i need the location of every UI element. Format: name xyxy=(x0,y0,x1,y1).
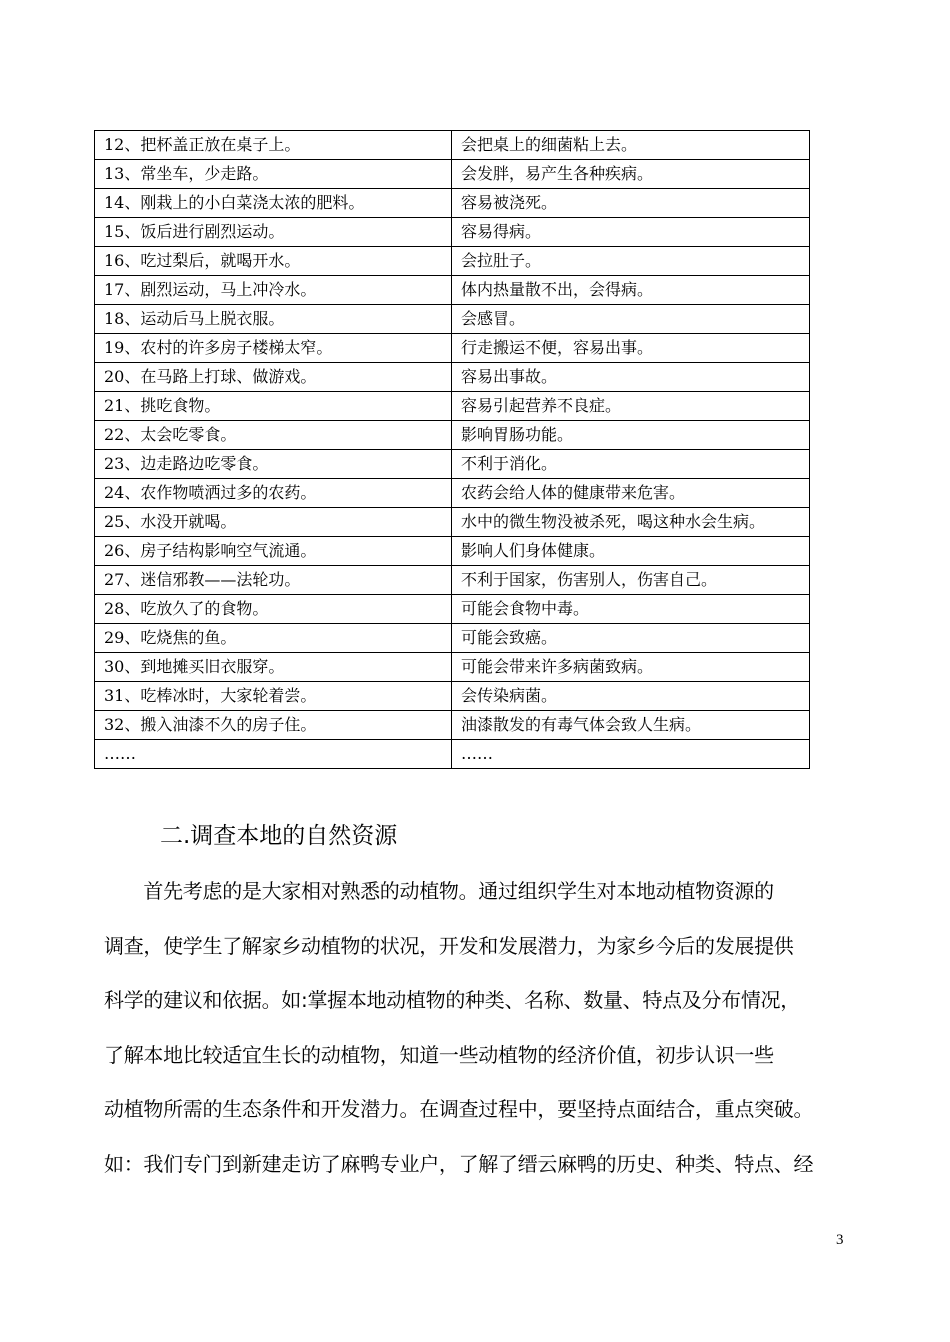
action-cell: 17、剧烈运动，马上冲冷水。 xyxy=(95,276,452,305)
action-cell: 25、水没开就喝。 xyxy=(95,508,452,537)
table-row xyxy=(95,334,810,363)
paragraph-line: 了解本地比较适宜生长的动植物，知道一些动植物的经济价值，初步认识一些 xyxy=(104,1042,774,1067)
table-row xyxy=(95,624,810,653)
table-row xyxy=(95,653,810,682)
result-cell: 可能会食物中毒。 xyxy=(452,595,810,624)
action-cell: 31、吃棒冰时，大家轮着尝。 xyxy=(95,682,452,711)
table-row xyxy=(95,247,810,276)
action-cell: 12、把杯盖正放在桌子上。 xyxy=(95,131,452,160)
paragraph-line: 科学的建议和依据。如:掌握本地动植物的种类、名称、数量、特点及分布情况， xyxy=(104,988,800,1012)
action-cell: 23、边走路边吃零食。 xyxy=(95,450,452,479)
table-row xyxy=(95,276,810,305)
paragraph-line: 动植物所需的生态条件和开发潜力。在调查过程中，要坚持点面结合，重点突破。 xyxy=(104,1097,814,1121)
result-cell: 会拉肚子。 xyxy=(452,247,810,276)
action-cell: 26、房子结构影响空气流通。 xyxy=(95,537,452,566)
result-cell: 会传染病菌。 xyxy=(452,682,810,711)
result-cell: 可能会带来许多病菌致病。 xyxy=(452,653,810,682)
cause-effect-table-container xyxy=(94,130,810,769)
section-heading: 二.调查本地的自然资源 xyxy=(160,823,398,849)
table-row xyxy=(95,537,810,566)
result-cell: 容易出事故。 xyxy=(452,363,810,392)
result-cell: 可能会致癌。 xyxy=(452,624,810,653)
action-cell: 14、刚栽上的小白菜浇太浓的肥料。 xyxy=(95,189,452,218)
action-cell: 24、农作物喷洒过多的农药。 xyxy=(95,479,452,508)
result-cell: 会感冒。 xyxy=(452,305,810,334)
result-cell: 容易引起营养不良症。 xyxy=(452,392,810,421)
table-row xyxy=(95,363,810,392)
action-cell: 18、运动后马上脱衣服。 xyxy=(95,305,452,334)
action-cell: 21、挑吃食物。 xyxy=(95,392,452,421)
table-row xyxy=(95,160,810,189)
table-row xyxy=(95,189,810,218)
result-cell: 行走搬运不便，容易出事。 xyxy=(452,334,810,363)
result-cell: 容易得病。 xyxy=(452,218,810,247)
paragraph-line: 首先考虑的是大家相对熟悉的动植物。通过组织学生对本地动植物资源的 xyxy=(104,879,774,903)
result-cell: 油漆散发的有毒气体会致人生病。 xyxy=(452,711,810,740)
action-cell: …… xyxy=(95,740,452,769)
action-cell: 20、在马路上打球、做游戏。 xyxy=(95,363,452,392)
result-cell: 会发胖，易产生各种疾病。 xyxy=(452,160,810,189)
paragraph-line: 如：我们专门到新建走访了麻鸭专业户，了解了缙云麻鸭的历史、种类、特点、经 xyxy=(104,1151,814,1176)
paragraph-line: 调查，使学生了解家乡动植物的状况，开发和发展潜力，为家乡今后的发展提供 xyxy=(104,933,794,958)
action-cell: 30、到地摊买旧衣服穿。 xyxy=(95,653,452,682)
table-row xyxy=(95,392,810,421)
action-cell: 28、吃放久了的食物。 xyxy=(95,595,452,624)
table-row xyxy=(95,595,810,624)
table-body xyxy=(95,131,810,769)
section-paragraph xyxy=(104,864,850,1191)
table-row xyxy=(95,508,810,537)
table-row xyxy=(95,740,810,769)
action-cell: 32、搬入油漆不久的房子住。 xyxy=(95,711,452,740)
action-cell: 27、迷信邪教——法轮功。 xyxy=(95,566,452,595)
table-row xyxy=(95,421,810,450)
table-row xyxy=(95,682,810,711)
result-cell: 体内热量散不出，会得病。 xyxy=(452,276,810,305)
action-cell: 16、吃过梨后，就喝开水。 xyxy=(95,247,452,276)
table-row xyxy=(95,450,810,479)
result-cell: 不利于消化。 xyxy=(452,450,810,479)
cause-effect-table xyxy=(94,130,810,769)
result-cell: 不利于国家，伤害别人，伤害自己。 xyxy=(452,566,810,595)
table-row xyxy=(95,218,810,247)
page-number: 3 xyxy=(836,1232,844,1248)
result-cell: 影响人们身体健康。 xyxy=(452,537,810,566)
result-cell: 水中的微生物没被杀死，喝这种水会生病。 xyxy=(452,508,810,537)
table-row xyxy=(95,566,810,595)
table-row xyxy=(95,305,810,334)
action-cell: 29、吃烧焦的鱼。 xyxy=(95,624,452,653)
result-cell: 会把桌上的细菌粘上去。 xyxy=(452,131,810,160)
action-cell: 22、太会吃零食。 xyxy=(95,421,452,450)
action-cell: 15、饭后进行剧烈运动。 xyxy=(95,218,452,247)
action-cell: 13、常坐车，少走路。 xyxy=(95,160,452,189)
result-cell: …… xyxy=(452,740,810,769)
table-row xyxy=(95,479,810,508)
result-cell: 影响胃肠功能。 xyxy=(452,421,810,450)
table-row xyxy=(95,711,810,740)
result-cell: 容易被浇死。 xyxy=(452,189,810,218)
result-cell: 农药会给人体的健康带来危害。 xyxy=(452,479,810,508)
action-cell: 19、农村的许多房子楼梯太窄。 xyxy=(95,334,452,363)
table-row xyxy=(95,131,810,160)
